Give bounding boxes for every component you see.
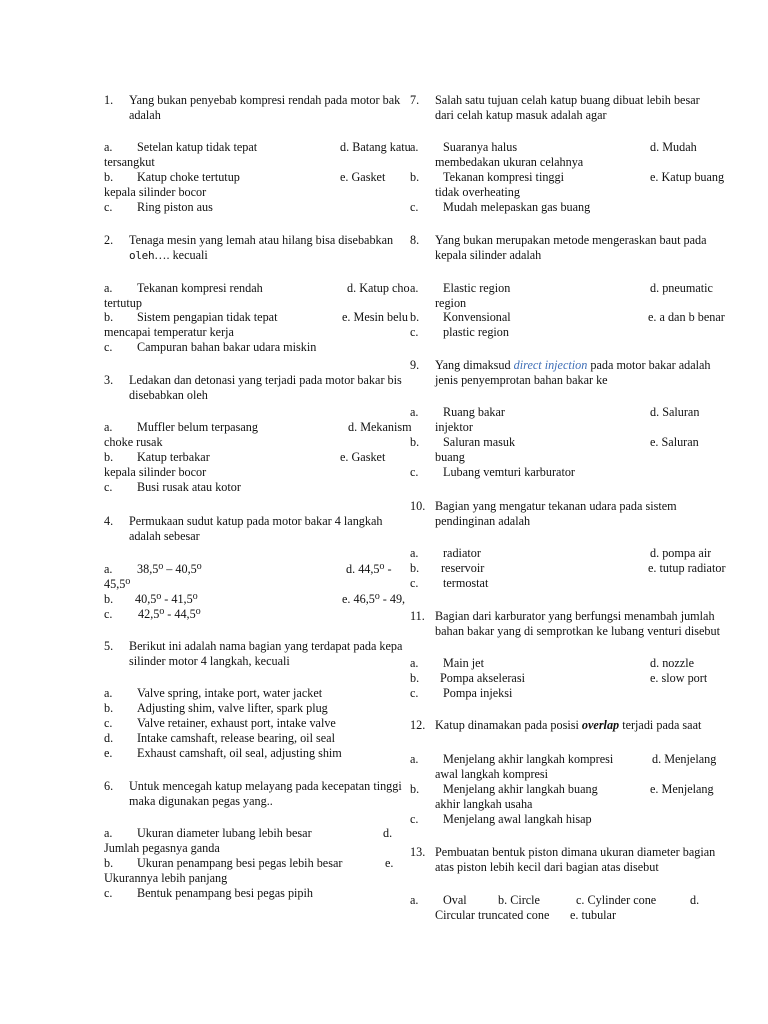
option-text: tersangkut (104, 155, 155, 169)
option-text: radiator (443, 546, 481, 560)
question-number: 4. (104, 514, 114, 528)
option-text: b. (104, 310, 114, 324)
option-text: Menjelang akhir langkah kompresi (443, 752, 614, 766)
option-text: Busi rusak atau kotor (137, 480, 241, 494)
option-text: b. (104, 701, 114, 715)
option-text: atas piston lebih kecil dari bagian atas disebut (435, 860, 659, 874)
option-text: a. (104, 826, 113, 840)
option-text: Bentuk penampang besi pegas pipih (137, 886, 314, 900)
option-text: d. pompa air (650, 546, 712, 560)
option-text: c. (104, 886, 113, 900)
option-text: b. (104, 450, 114, 464)
option-text: Pembuatan bentuk piston dimana ukuran diameter bagian (435, 845, 716, 859)
option-text: Berikut ini adalah nama bagian yang terdapat pada kepa (129, 639, 403, 653)
option-text: injektor (435, 420, 473, 434)
option-text: kepala silinder bocor (104, 465, 207, 479)
option-text: Bagian dari karburator yang berfungsi menambah jumlah (435, 609, 715, 623)
option-text: jenis penyemprotan bahan bakar ke (435, 373, 608, 387)
option-text: maka digunakan pegas yang.. (129, 794, 273, 808)
question-text (435, 609, 730, 639)
option-text: 38,5⁰ – 40,5⁰ (137, 562, 202, 576)
option-text: b. (410, 310, 420, 324)
option-text: a. (104, 686, 113, 700)
option-text: Bagian yang mengatur tekanan udara pada sistem (435, 499, 677, 513)
option-text: Exhaust camshaft, oil seal, adjusting shim (137, 746, 342, 760)
option-text: d. (690, 893, 700, 907)
option-text: d. Menjelang (652, 752, 717, 766)
option-text: Yang bukan merupakan metode mengeraskan baut pada (435, 233, 707, 247)
option-text: c. (104, 200, 113, 214)
option-text: Menjelang awal langkah hisap (443, 812, 592, 826)
option-text: Valve spring, intake port, water jacket (137, 686, 323, 700)
option-text: 40,5⁰ - 41,5⁰ (135, 592, 198, 606)
option-text: Suaranya halus (443, 140, 518, 154)
option-text: b. (104, 856, 114, 870)
option-text: Sistem pengapian tidak tepat (137, 310, 278, 324)
option-text: oleh (129, 249, 155, 262)
option-text: b. (410, 435, 420, 449)
question-number: 6. (104, 779, 114, 793)
option-text: bahan bakar yang di semprotkan ke lubang venturi disebut (435, 624, 720, 638)
question-number: 1. (104, 93, 114, 107)
question-number: 11. (410, 609, 425, 623)
option-text: Ruang bakar (443, 405, 505, 419)
option-text: choke rusak (104, 435, 163, 449)
question-text (129, 93, 414, 123)
option-text: b. (104, 170, 114, 184)
option-text: awal langkah kompresi (435, 767, 549, 781)
option-text: e. Katup buang (650, 170, 725, 184)
option-text: Main jet (443, 656, 484, 670)
option-text: d. pneumatic (650, 281, 713, 295)
option-text: Konvensional (443, 310, 511, 324)
option-text: d. (104, 731, 114, 745)
option-text: e. Menjelang (650, 782, 714, 796)
option-text: Salah satu tujuan celah katup buang dibuat lebih besar (435, 93, 700, 107)
question-number: 9. (410, 358, 420, 372)
option-text: pada motor bakar adalah (587, 358, 711, 372)
option-text: c. (104, 607, 113, 621)
option-text: Yang bukan penyebab kompresi rendah pada motor bak (129, 93, 401, 107)
option-text: d. nozzle (650, 656, 694, 670)
option-text: e. Mesin belu (342, 310, 409, 324)
option-text: b. (410, 561, 420, 575)
option-text: terjadi pada saat (619, 718, 702, 732)
option-text: c. (410, 465, 419, 479)
option-text: Jumlah pegasnya ganda (104, 841, 220, 855)
option-text: kepala silinder adalah (435, 248, 542, 262)
question-text (129, 373, 414, 403)
option-text: Tenaga mesin yang lemah atau hilang bisa disebabkan (129, 233, 394, 247)
question-number: 13. (410, 845, 426, 859)
option-text: a. (104, 562, 113, 576)
option-text: Untuk mencegah katup melayang pada kecepatan tinggi (129, 779, 402, 793)
option-text: Circular truncated cone (435, 908, 550, 922)
option-text: b. (410, 671, 420, 685)
option-text: e. slow port (650, 671, 708, 685)
option-text: Oval (443, 893, 467, 907)
option-text: a. (410, 893, 419, 907)
option-text: e. (385, 856, 394, 870)
option-text: c. (410, 576, 419, 590)
option-text: mencapai temperatur kerja (104, 325, 234, 339)
option-text: …. kecuali (154, 248, 208, 262)
question-text (435, 358, 730, 388)
option-text: adalah (129, 108, 161, 122)
option-text: e. (104, 746, 113, 760)
option-text: Ukurannya lebih panjang (104, 871, 228, 885)
option-text: tertutup (104, 296, 142, 310)
option-text: plastic region (443, 325, 509, 339)
option-text: disebabkan oleh (129, 388, 208, 402)
question-text (435, 499, 730, 529)
option-text: a. (104, 140, 113, 154)
option-text: Setelan katup tidak tepat (137, 140, 258, 154)
option-text: c. (104, 716, 113, 730)
option-text: Ukuran penampang besi pegas lebih besar (137, 856, 343, 870)
option-text: Menjelang akhir langkah buang (443, 782, 598, 796)
option-text: e. Saluran (650, 435, 699, 449)
option-text: e. tubular (570, 908, 617, 922)
question-text (435, 93, 730, 123)
option-text: Intake camshaft, release bearing, oil seal (137, 731, 335, 745)
option-text: d. Batang katu (340, 140, 411, 154)
option-text: Ring piston aus (137, 200, 213, 214)
option-text: Ukuran diameter lubang lebih besar (137, 826, 312, 840)
option-text: Mudah melepaskan gas buang (443, 200, 591, 214)
option-text: d. 44,5⁰ - (346, 562, 392, 576)
option-text: akhir langkah usaha (435, 797, 533, 811)
option-text: d. Saluran (650, 405, 700, 419)
option-text: b. (410, 782, 420, 796)
option-text: b. (410, 170, 420, 184)
option-text: pendinginan adalah (435, 514, 531, 528)
option-text: c. Cylinder cone (576, 893, 657, 907)
option-text: c. (410, 325, 419, 339)
option-text: Lubang vemturi karburator (443, 465, 575, 479)
question-text (435, 233, 730, 263)
option-text: reservoir (441, 561, 485, 575)
option-text: Pompa injeksi (443, 686, 513, 700)
option-text: Permukaan sudut katup pada motor bakar 4 langkah (129, 514, 383, 528)
option-text: Campuran bahan bakar udara miskin (137, 340, 317, 354)
highlight-term: direct injection (513, 358, 588, 372)
option-text: Katup dinamakan pada posisi (435, 718, 582, 732)
option-text: Tekanan kompresi rendah (137, 281, 263, 295)
option-text: Adjusting shim, valve lifter, spark plug (137, 701, 328, 715)
option-text: a. (410, 405, 419, 419)
question-number: 3. (104, 373, 114, 387)
option-text: adalah sebesar (129, 529, 200, 543)
option-text: buang (435, 450, 465, 464)
option-text: d. Mudah (650, 140, 697, 154)
option-text: 45,5⁰ (104, 577, 131, 591)
option-text: Valve retainer, exhaust port, intake valve (137, 716, 336, 730)
option-text: Tekanan kompresi tinggi (443, 170, 564, 184)
option-text: e. Gasket (340, 170, 386, 184)
question-text (129, 639, 414, 669)
option-text: e. Gasket (340, 450, 386, 464)
question-number: 5. (104, 639, 114, 653)
option-text: b. (104, 592, 114, 606)
option-text: Ledakan dan detonasi yang terjadi pada motor bakar bis (129, 373, 402, 387)
option-text: kepala silinder bocor (104, 185, 207, 199)
option-text: termostat (443, 576, 489, 590)
option-text: e. tutup radiator (648, 561, 726, 575)
option-text: Saluran masuk (443, 435, 516, 449)
question-number: 12. (410, 718, 426, 732)
option-text: e. 46,5⁰ - 49, (342, 592, 406, 606)
option-text: Pompa akselerasi (440, 671, 525, 685)
option-text: c. (104, 340, 113, 354)
option-text: a. (104, 420, 113, 434)
option-text: a. (410, 281, 419, 295)
option-text: d. (383, 826, 393, 840)
question-text (435, 718, 730, 733)
option-text: a. (104, 281, 113, 295)
question-number: 10. (410, 499, 426, 513)
option-text: region (435, 296, 467, 310)
option-text: membedakan ukuran celahnya (435, 155, 584, 169)
option-text: b. Circle (498, 893, 540, 907)
question-number: 7. (410, 93, 420, 107)
question-number: 2. (104, 233, 114, 247)
question-text (129, 779, 414, 809)
option-text: Yang dimaksud (435, 358, 514, 372)
option-text: d. Mekanism (348, 420, 412, 434)
question-number: 8. (410, 233, 420, 247)
option-text: c. (410, 200, 419, 214)
option-text: c. (410, 812, 419, 826)
option-text: a. (410, 752, 419, 766)
option-text: Katup choke tertutup (137, 170, 240, 184)
option-text: e. a dan b benar (648, 310, 725, 324)
option-text: d. Katup cho (347, 281, 410, 295)
option-text: c. (410, 686, 419, 700)
question-text (129, 514, 414, 544)
option-text: Elastic region (443, 281, 511, 295)
option-text: dari celah katup masuk adalah agar (435, 108, 607, 122)
question-text (129, 233, 414, 263)
option-text: c. (104, 480, 113, 494)
option-text: Muffler belum terpasang (137, 420, 258, 434)
option-text: a. (410, 546, 419, 560)
option-text: 42,5⁰ - 44,5⁰ (138, 607, 201, 621)
option-text: a. (410, 140, 419, 154)
question-text (435, 845, 730, 875)
option-text: silinder motor 4 langkah, kecuali (129, 654, 290, 668)
highlight-term: overlap (581, 718, 620, 732)
option-text: Katup terbakar (137, 450, 210, 464)
option-text: tidak overheating (435, 185, 520, 199)
option-text: a. (410, 656, 419, 670)
